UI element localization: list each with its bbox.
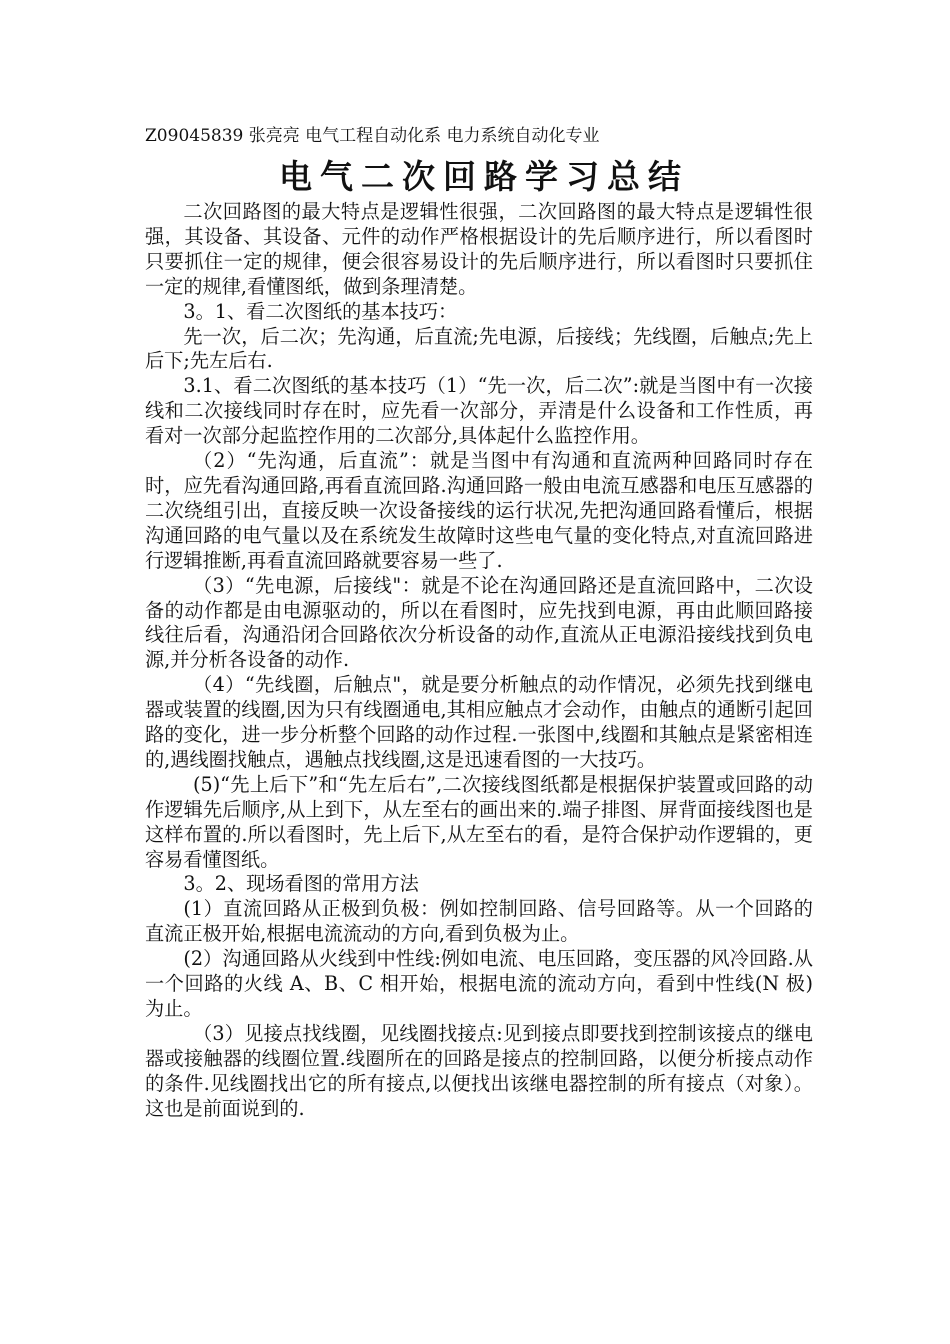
- paragraph-rule-5: (5)“先上后下”和“先左后右”,二次接线图纸都是根据保护装置或回路的动作逻辑先后顺序,从上到下，从左至右的画出来的.端子排图、屏背面接线图也是这样布置的.所以看图时，先上后下,从左至右的看，是符合保护动作逻辑的，更容易看懂图纸。: [145, 772, 813, 871]
- paragraph-summary-rules: 先一次，后二次；先沟通，后直流;先电源，后接线；先线圈，后触点;先上后下;先左后右.: [145, 324, 813, 373]
- document-title: 电气二次回路学习总结: [279, 157, 689, 196]
- author-header: Z09045839 张亮亮 电气工程自动化系 电力系统自动化专业: [145, 126, 600, 146]
- section-heading-3-2: 3。2、现场看图的常用方法: [183, 872, 419, 896]
- paragraph-method-1: (1）直流回路从正极到负极：例如控制回路、信号回路等。从一个回路的直流正极开始,根据电流流动的方向,看到负极为止。: [145, 897, 813, 946]
- paragraph-method-2: (2）沟通回路从火线到中性线:例如电流、电压回路，变压器的风冷回路.从一个回路的火线 A、B、C 相开始，根据电流的流动方向，看到中性线(N 极)为止。: [145, 947, 813, 1020]
- paragraph-intro: 二次回路图的最大特点是逻辑性很强，二次回路图的最大特点是逻辑性很强，其设备、其设备、元件的动作严格根据设计的先后顺序进行，所以看图时只要抓住一定的规律，便会很容易设计的先后顺序进行，所以看图时只要抓住一定的规律,看懂图纸，做到条理清楚。: [145, 200, 813, 298]
- paragraph-rule-1: 3.1、看二次图纸的基本技巧（1）“先一次，后二次”:就是当图中有一次接线和二次接线同时存在时，应先看一次部分，弄清是什么设备和工作性质，再看对一次部分起监控作用的二次部分,具体起什么监控作用。: [145, 374, 813, 448]
- paragraph-rule-2: （2）“先沟通，后直流”：就是当图中有沟通和直流两种回路同时存在时，应先看沟通回路,再看直流回路.沟通回路一般由电流互感器和电压互感器的二次绕组引出，直接反映一次设备接线的运行状况,先把沟通回路看懂后，根据沟通回路的电气量以及在系统发生故障时这些电气量的变化特点,对直流回路进行逻辑推断,再看直流回路就要容易一些了.: [145, 449, 813, 572]
- document-page: [145, 124, 813, 1122]
- paragraph-method-3: （3）见接点找线圈，见线圈找接点:见到接点即要找到控制该接点的继电器或接触器的线圈位置.线圈所在的回路是接点的控制回路，以便分析接点动作的条件.见线圈找出它的所有接点,以便找出该继电器控制的所有接点（对象）。这也是前面说到的.: [145, 1021, 813, 1120]
- section-heading-3-1: 3。1、看二次图纸的基本技巧：: [183, 299, 458, 323]
- paragraph-rule-4: （4）“先线圈，后触点"，就是要分析触点的动作情况，必须先找到继电器或装置的线圈,因为只有线圈通电,其相应触点才会动作，由触点的通断引起回路的变化，进一步分析整个回路的动作过程.一张图中,线圈和其触点是紧密相连的,遇线圈找触点，遇触点找线圈,这是迅速看图的一大技巧。: [145, 673, 813, 771]
- paragraph-rule-3: （3）“先电源，后接线"：就是不论在沟通回路还是直流回路中，二次设备的动作都是由电源驱动的，所以在看图时，应先找到电源，再由此顺回路接线往后看，沟通沿闭合回路依次分析设备的动作,直流从正电源沿接线找到负电源,并分析各设备的动作.: [145, 573, 813, 672]
